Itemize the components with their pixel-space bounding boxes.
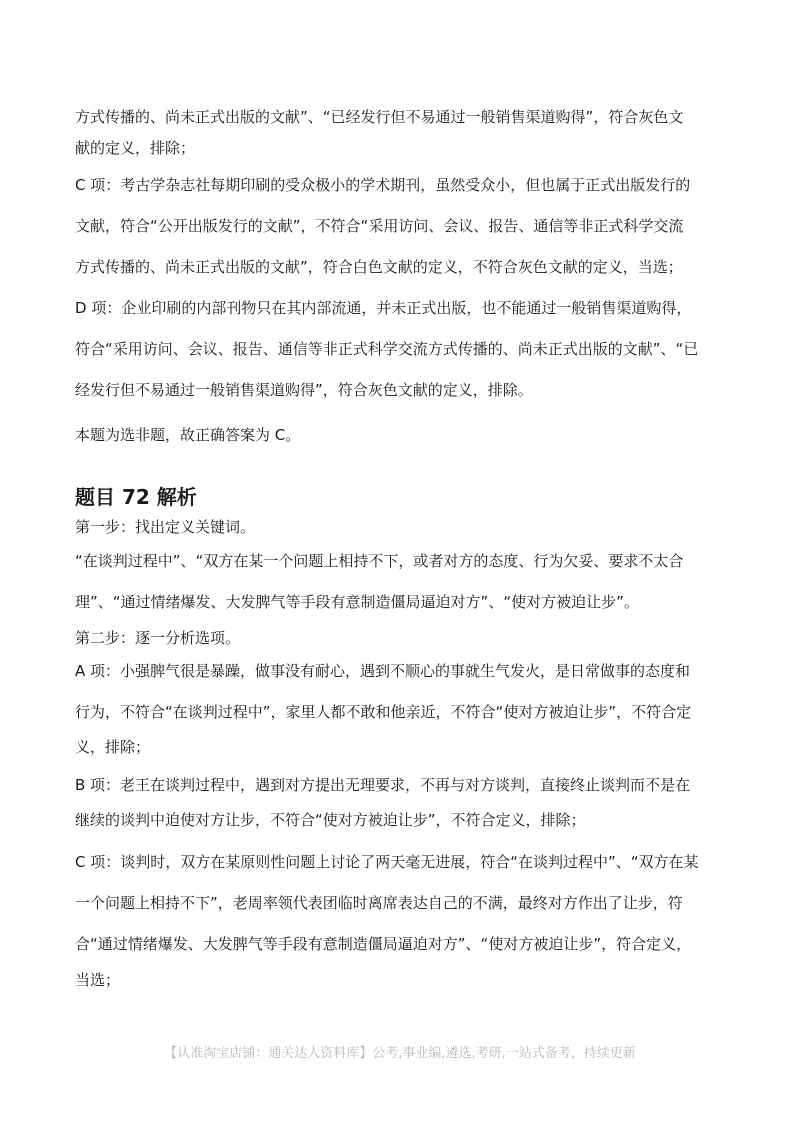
text-line: 献的定义，排除；	[75, 139, 196, 157]
text-line: 文献，符合“公开出版发行的文献”，不符合“采用访问、会议、报告、通信等非正式科学交流	[75, 217, 684, 235]
text-line: 第一步：找出定义关键词。	[75, 518, 256, 536]
text-line: C 项：考古学杂志社每期印刷的受众极小的学术期刊，虽然受众小，但也属于正式出版发行的	[75, 176, 691, 194]
text-line: 理”、“通过情绪爆发、大发脾气等手段有意制造僵局逼迫对方”、“使对方被迫让步”。	[75, 593, 639, 611]
text-line: 符合“采用访问、会议、报告、通信等非正式科学交流方式传播的、尚未正式出版的文献”、“已	[75, 340, 699, 358]
text-line: 义，排除；	[75, 738, 151, 756]
text-line: 一个问题上相持不下”，老周率领代表团临时离席表达自己的不满，最终对方作出了让步，符	[75, 894, 683, 912]
footer-watermark-text: 【认准淘宝店铺：通关达人资料库】公考,事业编,遴选,考研,一站式备考，持续更新	[164, 1046, 636, 1061]
text-line: 当选；	[75, 971, 121, 989]
text-line: 继续的谈判中迫使对方让步，不符合“使对方被迫让步”，不符合定义，排除；	[75, 811, 586, 829]
text-line: D 项：企业印刷的内部刊物只在其内部流通，并未正式出版，也不能通过一般销售渠道购得，	[75, 299, 692, 317]
text-line: 经发行但不易通过一般销售渠道购得”，符合灰色文献的定义，排除。	[75, 381, 533, 399]
text-line: 行为，不符合“在谈判过程中”，家里人都不敢和他亲近，不符合“使对方被迫让步”，不符合定	[75, 703, 692, 721]
section-heading: 题目 72 解析	[75, 485, 197, 509]
text-line: A 项：小强脾气很是暴躁，做事没有耐心，遇到不顺心的事就生气发火，是日常做事的态度和	[75, 662, 691, 680]
text-line: “在谈判过程中”、“双方在某一个问题上相持不下，或者对方的态度、行为欠妥、要求不太合	[75, 552, 684, 570]
text-line: 合“通过情绪爆发、大发脾气等手段有意制造僵局逼迫对方”、“使对方被迫让步”，符合定义，	[75, 935, 692, 953]
text-line: B 项：老王在谈判过程中，遇到对方提出无理要求，不再与对方谈判，直接终止谈判而不是在	[75, 776, 691, 794]
text-line: 本题为选非题，故正确答案为 C。	[75, 426, 301, 444]
text-line: 方式传播的、尚未正式出版的文献”、“已经发行但不易通过一般销售渠道购得”，符合灰色文	[75, 108, 684, 126]
text-line: 第二步：逐一分析选项。	[75, 629, 241, 647]
text-line: 方式传播的、尚未正式出版的文献”，符合白色文献的定义，不符合灰色文献的定义，当选；	[75, 258, 683, 276]
text-line: C 项：谈判时，双方在某原则性问题上讨论了两天毫无进展，符合“在谈判过程中”、“双方在某	[75, 853, 699, 871]
